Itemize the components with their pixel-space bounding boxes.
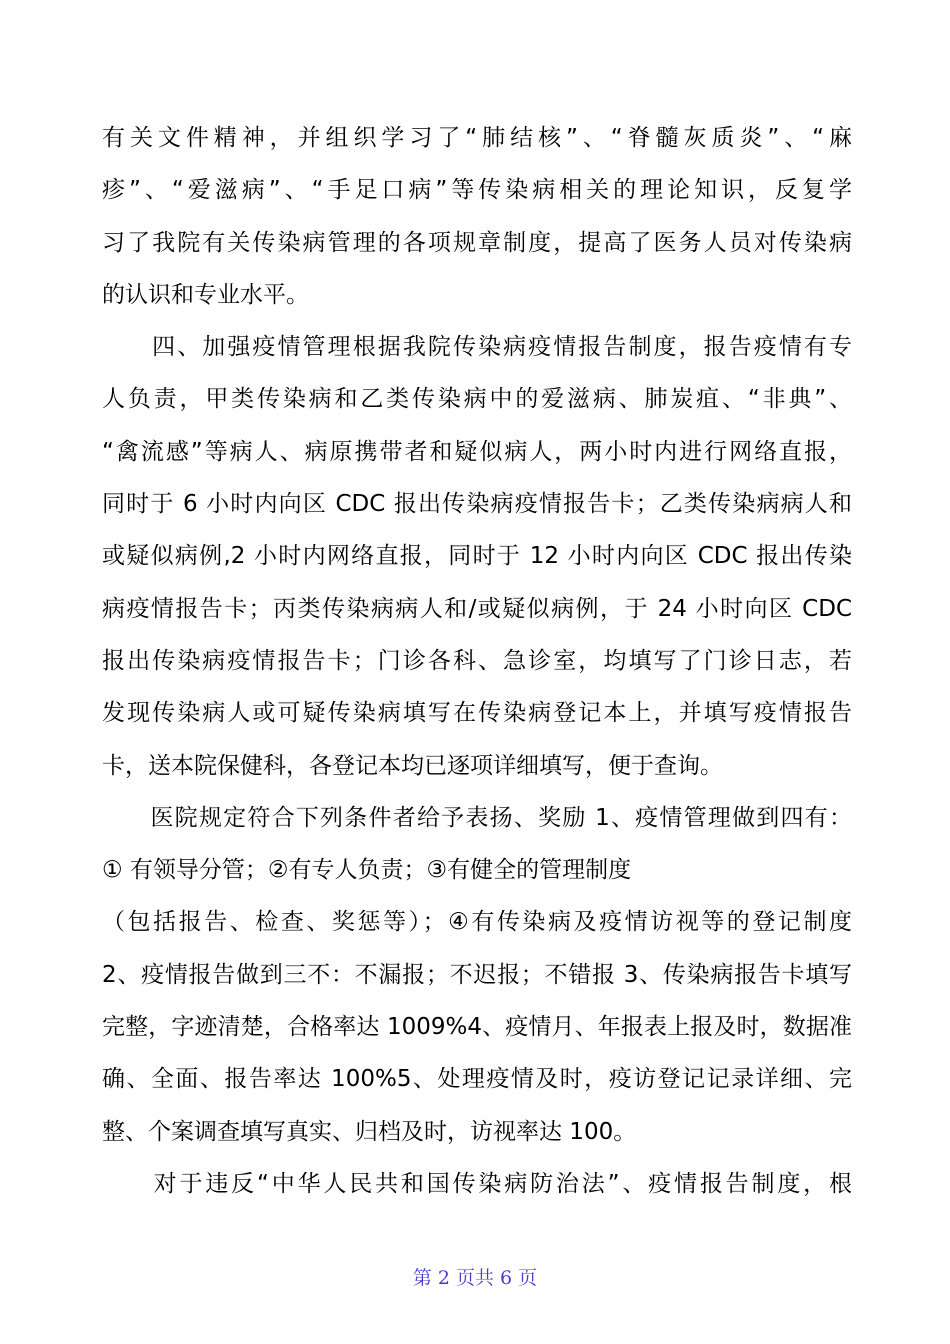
text-line: ① 有领导分管；②有专人负责；③有健全的管理制度 bbox=[102, 857, 632, 884]
text-line: 的认识和专业水平。 bbox=[102, 281, 309, 308]
text-line: 确、全面、报告率达 100%5、处理疫情及时，疫访登记记录详细、完 bbox=[102, 1066, 852, 1093]
text-line: 疹”、“爱滋病”、“手足口病”等传染病相关的理论知识，反复学 bbox=[102, 177, 852, 204]
text-line: “禽流感”等病人、病原携带者和疑似病人，两小时内进行网络直报， bbox=[102, 438, 852, 465]
text-line: 人负责，甲类传染病和乙类传染病中的爱滋病、肺炭疽、“非典”、 bbox=[102, 386, 852, 413]
text-line: 完整，字迹清楚，合格率达 1009%4、疫情月、年报表上报及时，数据准 bbox=[102, 1014, 852, 1041]
text-line: 对于违反“中华人民共和国传染病防治法”、疫情报告制度，根 bbox=[102, 1170, 852, 1197]
text-line: 病疫情报告卡；丙类传染病病人和/或疑似病例，于 24 小时向区 CDC bbox=[102, 595, 852, 622]
text-line: 或疑似病例,2 小时内网络直报，同时于 12 小时内向区 CDC 报出传染 bbox=[102, 543, 852, 570]
text-line: 习了我院有关传染病管理的各项规章制度，提高了医务人员对传染病 bbox=[102, 229, 852, 256]
page-indicator: 第 2 页共 6 页 bbox=[412, 1267, 538, 1289]
text-line: （包括报告、检查、奖惩等）；④有传染病及疫情访视等的登记制度 bbox=[102, 909, 852, 936]
text-line: 四、加强疫情管理根据我院传染病疫情报告制度，报告疫情有专 bbox=[102, 334, 852, 361]
text-line: 发现传染病人或可疑传染病填写在传染病登记本上，并填写疫情报告 bbox=[102, 700, 852, 727]
document-body bbox=[102, 112, 852, 1210]
text-line: 有关文件精神，并组织学习了“肺结核”、“脊髓灰质炎”、“麻 bbox=[102, 125, 852, 151]
text-line: 卡，送本院保健科，各登记本均已逐项详细填写，便于查询。 bbox=[102, 752, 723, 779]
text-line: 报出传染病疫情报告卡；门诊各科、急诊室，均填写了门诊日志，若 bbox=[102, 647, 852, 674]
text-line: 整、个案调查填写真实、归档及时，访视率达 100。 bbox=[102, 1118, 637, 1145]
text-line: 同时于 6 小时内向区 CDC 报出传染病疫情报告卡；乙类传染病病人和 bbox=[102, 491, 852, 518]
text-line: 医院规定符合下列条件者给予表扬、奖励 1、疫情管理做到四有： bbox=[102, 804, 852, 831]
text-line: 2、疫情报告做到三不：不漏报；不迟报；不错报 3、传染病报告卡填写 bbox=[102, 961, 852, 988]
